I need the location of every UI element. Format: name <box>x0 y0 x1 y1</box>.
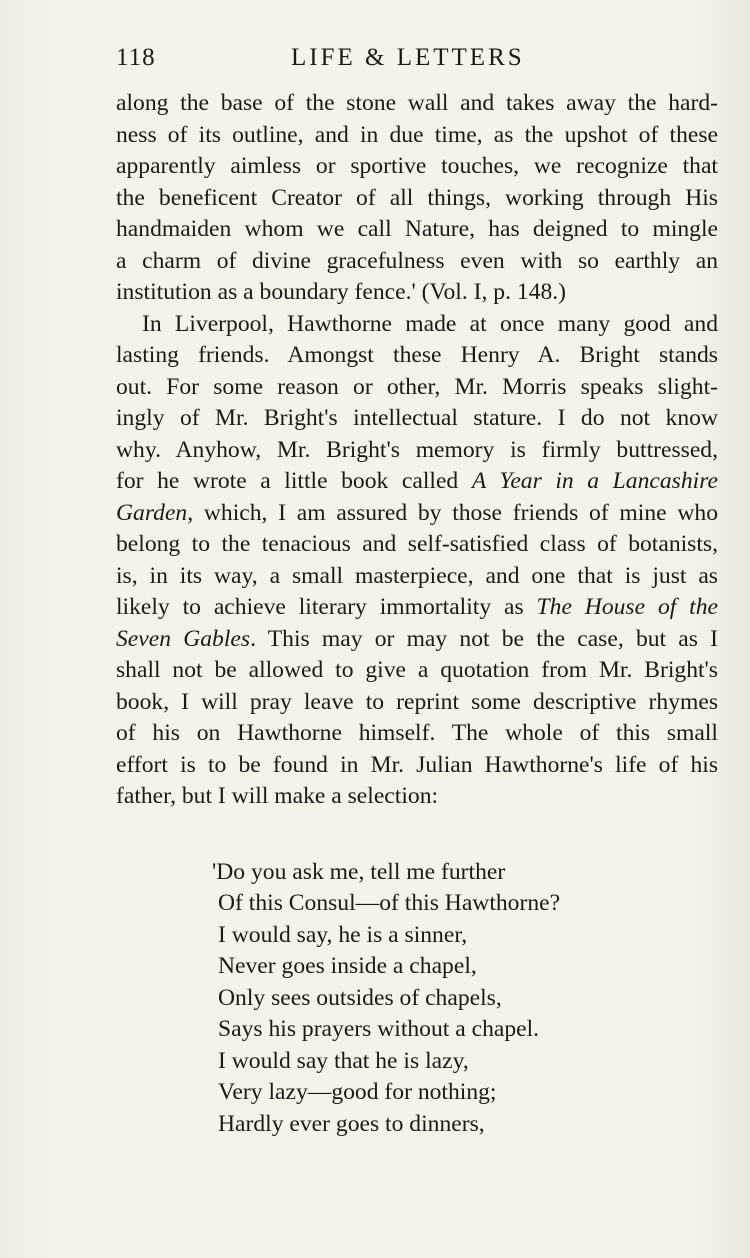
text-run: likely to achieve literary immortality as <box>116 594 537 620</box>
text-line: of his on Hawthorne himself. The whole of this small <box>116 720 718 746</box>
text-line <box>116 624 718 656</box>
text-line: book, I will pray leave to reprint some descriptive rhymes <box>116 688 718 715</box>
text-line: ingly of Mr. Bright's intellectual stature. I do not know <box>116 405 718 431</box>
text-line: institution as a boundary fence.' (Vol. I, p. 148.) <box>116 279 567 305</box>
text-line <box>116 592 718 624</box>
text-line: shall not be allowed to give a quotation from Mr. Bright's <box>116 657 718 683</box>
text-line: along the base of the stone wall and takes away the hard- <box>116 90 718 116</box>
verse-line: I would say that he is lazy, <box>218 1047 469 1074</box>
text-run: for he wrote a little book called <box>116 468 472 494</box>
text-run: . This may or may not be the case, but as I <box>250 625 719 652</box>
text-line: handmaiden whom we call Nature, has deigned to mingle <box>116 216 718 242</box>
verse-line: Hardly ever goes to dinners, <box>218 1110 485 1137</box>
text-line: why. Anyhow, Mr. Bright's memory is firmly buttressed, <box>116 436 718 463</box>
opening-quote: ' <box>212 858 217 885</box>
page-number: 118 <box>116 44 156 71</box>
book-title-italic: Garden <box>116 499 188 526</box>
verse-line: Says his prayers without a chapel. <box>218 1016 540 1042</box>
book-title-italic: Seven Gables <box>116 625 251 652</box>
text-line: belong to the tenacious and self-satisfied class of botanists, <box>116 531 718 557</box>
text-line: out. For some reason or other, Mr. Morris speaks slight- <box>116 373 718 400</box>
verse-line <box>212 857 718 889</box>
text-line: ness of its outline, and in due time, as the upshot of these <box>116 121 718 148</box>
verse-line: Only sees outsides of chapels, <box>218 984 502 1011</box>
text-line: is, in its way, a small masterpiece, and one that is just as <box>116 562 718 589</box>
text-line: father, but I will make a selection: <box>116 783 439 809</box>
text-run: , which, I am assured by those friends of mine who <box>187 499 718 526</box>
text-line: effort is to be found in Mr. Julian Hawthorne's life of his <box>116 751 718 778</box>
verse-line: I would say, he is a sinner, <box>218 921 468 948</box>
verse-quotation <box>116 857 718 1141</box>
verse-line: Very lazy—good for nothing; <box>218 1079 497 1105</box>
verse-line: Of this Consul—of this Hawthorne? <box>218 890 561 916</box>
verse-line: Never goes inside a chapel, <box>218 953 477 979</box>
text-line: apparently aimless or sportive touches, we recognize that <box>116 153 718 179</box>
verse-text: Do you ask me, tell me further <box>216 858 506 885</box>
body-text <box>116 88 718 1140</box>
book-title-italic: A Year in a Lancashire <box>471 468 718 494</box>
text-line: lasting friends. Amongst these Henry A. Bright stands <box>116 342 718 368</box>
page-header <box>116 44 720 78</box>
paragraph-liverpool <box>116 309 718 813</box>
text-line: the beneficent Creator of all things, working through His <box>116 184 718 211</box>
running-head: LIFE & LETTERS <box>291 44 525 71</box>
text-line <box>116 498 718 530</box>
paragraph-continuation <box>116 88 718 309</box>
text-line <box>116 466 718 498</box>
verse-spacer <box>116 813 718 857</box>
text-line: In Liverpool, Hawthorne made at once many good and <box>142 310 718 337</box>
book-title-italic: The House of the <box>536 594 718 620</box>
text-line: a charm of divine gracefulness even with so earthly an <box>116 247 718 274</box>
